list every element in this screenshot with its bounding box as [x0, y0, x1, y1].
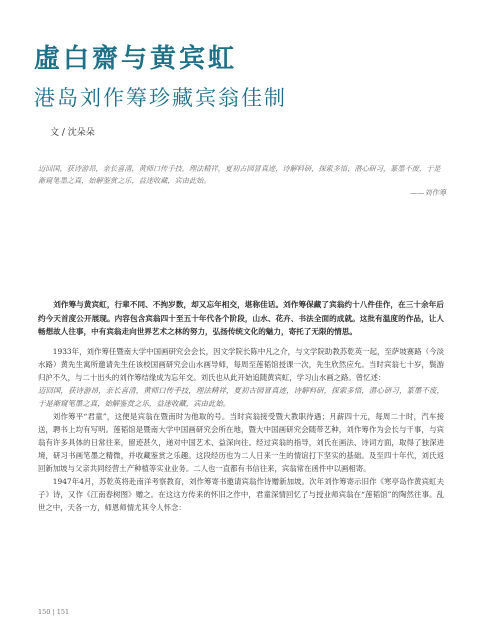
article-body	[38, 298, 444, 514]
author-byline: 文 / 沈朵朵	[50, 128, 95, 138]
lead-paragraph: 刘作筹与黄宾虹，行辈不同、不拘岁数，却又忘年相交，堪称佳话。刘作筹保藏了宾翁约十八件佳作，在三十余年后约今天首度公开展现。内容包含宾翁四十至五十年代各个阶段，山水、花卉、书法全面的成就。这批有温度的作品，让人畅想故人往事，中有宾翁走向世界艺术之林的努力，弘扬传统文化的魅力，寄托了无限的情思。	[38, 300, 444, 336]
epigraph-text: 迈回国，获诗游昂，亲长喜清，黄师口传手技，理法精祥，夏初古园冒真迹，诗解料研，探索多悟，潜心研习，篆墨不废，于是渐窥笔墨之真，始解鉴赏之乐，益迷收藏，宾由此始。	[38, 164, 441, 185]
quoted-recollection: 迈回国，获诗游昂，亲长喜清，黄师口传手技，理法精祥，夏初古园冒真迹，诗解料研，探索多悟，潜心研习，篆墨不废，于是渐窥笔墨之真，始解鉴赏之乐，益迷收藏，宾由此始。	[38, 385, 444, 408]
body-paragraph-3: 1947年4月，苏乾英将赴南洋考察教育，刘作筹寄书邀请宾翁作诗赠新加坡。次年刘作筹寄示旧作《寒亭岛作黄宾虹夫子》诗，又作《江南春树图》赠之。在这这方传来的怀旧之作中，君童深情回忆了与授业师宾翁在“莲韬馆”的陶然往事。乱世之中，天各一方，师恩师情尤其令人怀念：	[38, 476, 444, 512]
body-paragraph-2: 刘作筹平“君童”，这便是宾翁在暨南时为他取的号。当时宾翁接受暨大教职待遇；月薪四十元，每周二十时，汽车接送，聘书上均有写明。莲韬馆是暨南大学中国画研究会所在地，暨大中国画研究会随带艺种，刘作筹作为会长与干事，与宾翁有许多具体的日常往来，留迹甚久，递对中国艺术、益深向往。经过宾翁的指导，刘氏在画法、诗词方面，取得了独深进境，研习书画笔墨之精微，并收藏鉴赏之乐趣。这段经历也为二人日来一生的情谊打下坚实的基础。及至四十年代，刘氏返回新加坡与父亲共同经营土产种植等实业业务。二人也一直都有书信往来，宾翁常在函件中以画相寄。	[38, 411, 444, 473]
page-number: 150 | 151	[38, 608, 70, 616]
epigraph-quote	[38, 163, 446, 199]
page-title: 虛白齋与黄宾虹	[34, 44, 238, 74]
body-paragraph-1: 1933年，刘作筹任暨南大学中国画研究会会长，因文学院长陈中凡之介，与文学院助教苏乾英一起，至萨坡赛路（今淡水路）黄先生寓所邀请先生任该校国画研究会山水画导师，每周至莲韬馆授课一次，先生欣然应允。当时宾翁七十岁，鬓游归沪不久，与二十出头的刘作筹结缘成为忘年交。刘氏也从此开始追随黄宾虹，学习山水画之路。曾忆述：	[38, 346, 444, 382]
page-subtitle: 港岛刘作筹珍藏宾翁佳制	[34, 86, 287, 110]
epigraph-author: ——刘作筹	[410, 188, 446, 197]
